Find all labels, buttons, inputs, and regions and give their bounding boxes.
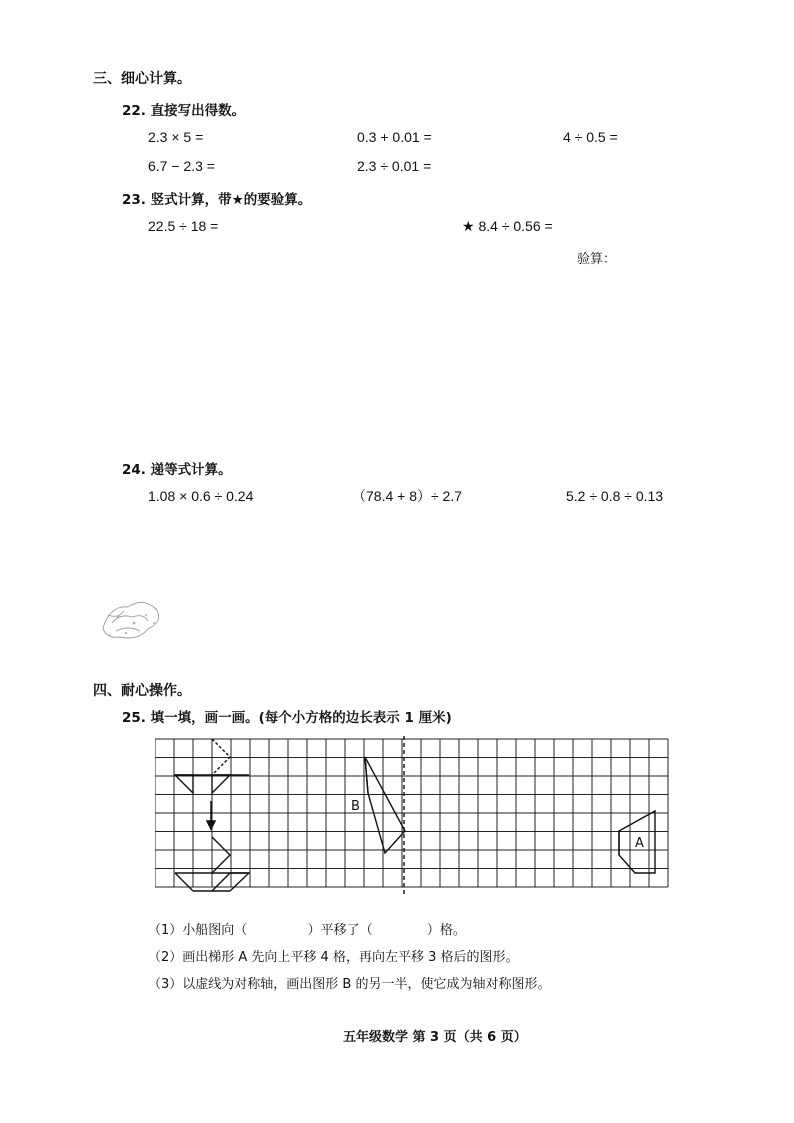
question-25-prompt: 25. 填一填，画一画。(每个小方格的边长表示 1 厘米) <box>122 710 452 726</box>
q23-item-2: ★ 8.4 ÷ 0.56 = <box>462 218 553 234</box>
sub1-part-b: ）平移了（ <box>307 923 373 938</box>
q24-item-3: 5.2 ÷ 0.8 ÷ 0.13 <box>566 488 664 504</box>
question-22-prompt: 22. 直接写出得数。 <box>122 103 246 119</box>
grid-lines <box>155 739 668 887</box>
shape-b-label: B <box>351 799 360 814</box>
q22-item-2: 0.3 + 0.01 = <box>357 129 432 145</box>
q22-item-5: 2.3 ÷ 0.01 = <box>357 158 432 174</box>
page-footer: 五年级数学 第 3 页（共 6 页） <box>343 1030 527 1045</box>
sub-question-3: （3）以虚线为对称轴，画出图形 B 的另一半，使它成为轴对称图形。 <box>148 977 551 992</box>
sub1-part-a: （1）小船图向（ <box>148 923 248 938</box>
sub-question-2: （2）画出梯形 A 先向上平移 4 格，再向左平移 3 格后的图形。 <box>148 950 519 965</box>
q24-item-1: 1.08 × 0.6 ÷ 0.24 <box>148 488 254 504</box>
section-three-title: 三、细心计算。 <box>93 71 191 87</box>
q22-item-3: 4 ÷ 0.5 = <box>563 129 618 145</box>
sub-question-1 <box>148 919 466 938</box>
section-four-title: 四、耐心操作。 <box>93 683 191 699</box>
q22-item-4: 6.7 − 2.3 = <box>148 158 215 174</box>
q24-item-2: （78.4 + 8）÷ 2.7 <box>352 488 463 504</box>
arrow-down-icon <box>207 801 215 829</box>
square-grid <box>155 735 675 895</box>
question-23-prompt: 23. 竖式计算，带★的要验算。 <box>122 192 312 208</box>
question-24-prompt: 24. 递等式计算。 <box>122 462 232 478</box>
q22-item-1: 2.3 × 5 = <box>148 129 204 145</box>
check-label: 验算： <box>577 252 617 267</box>
q23-item-1: 22.5 ÷ 18 = <box>148 218 219 234</box>
ink-smudge <box>98 593 168 648</box>
sub1-part-c: ）格。 <box>426 923 466 938</box>
shape-b-half <box>365 757 405 853</box>
trapezoid-a-label: A <box>635 836 644 851</box>
